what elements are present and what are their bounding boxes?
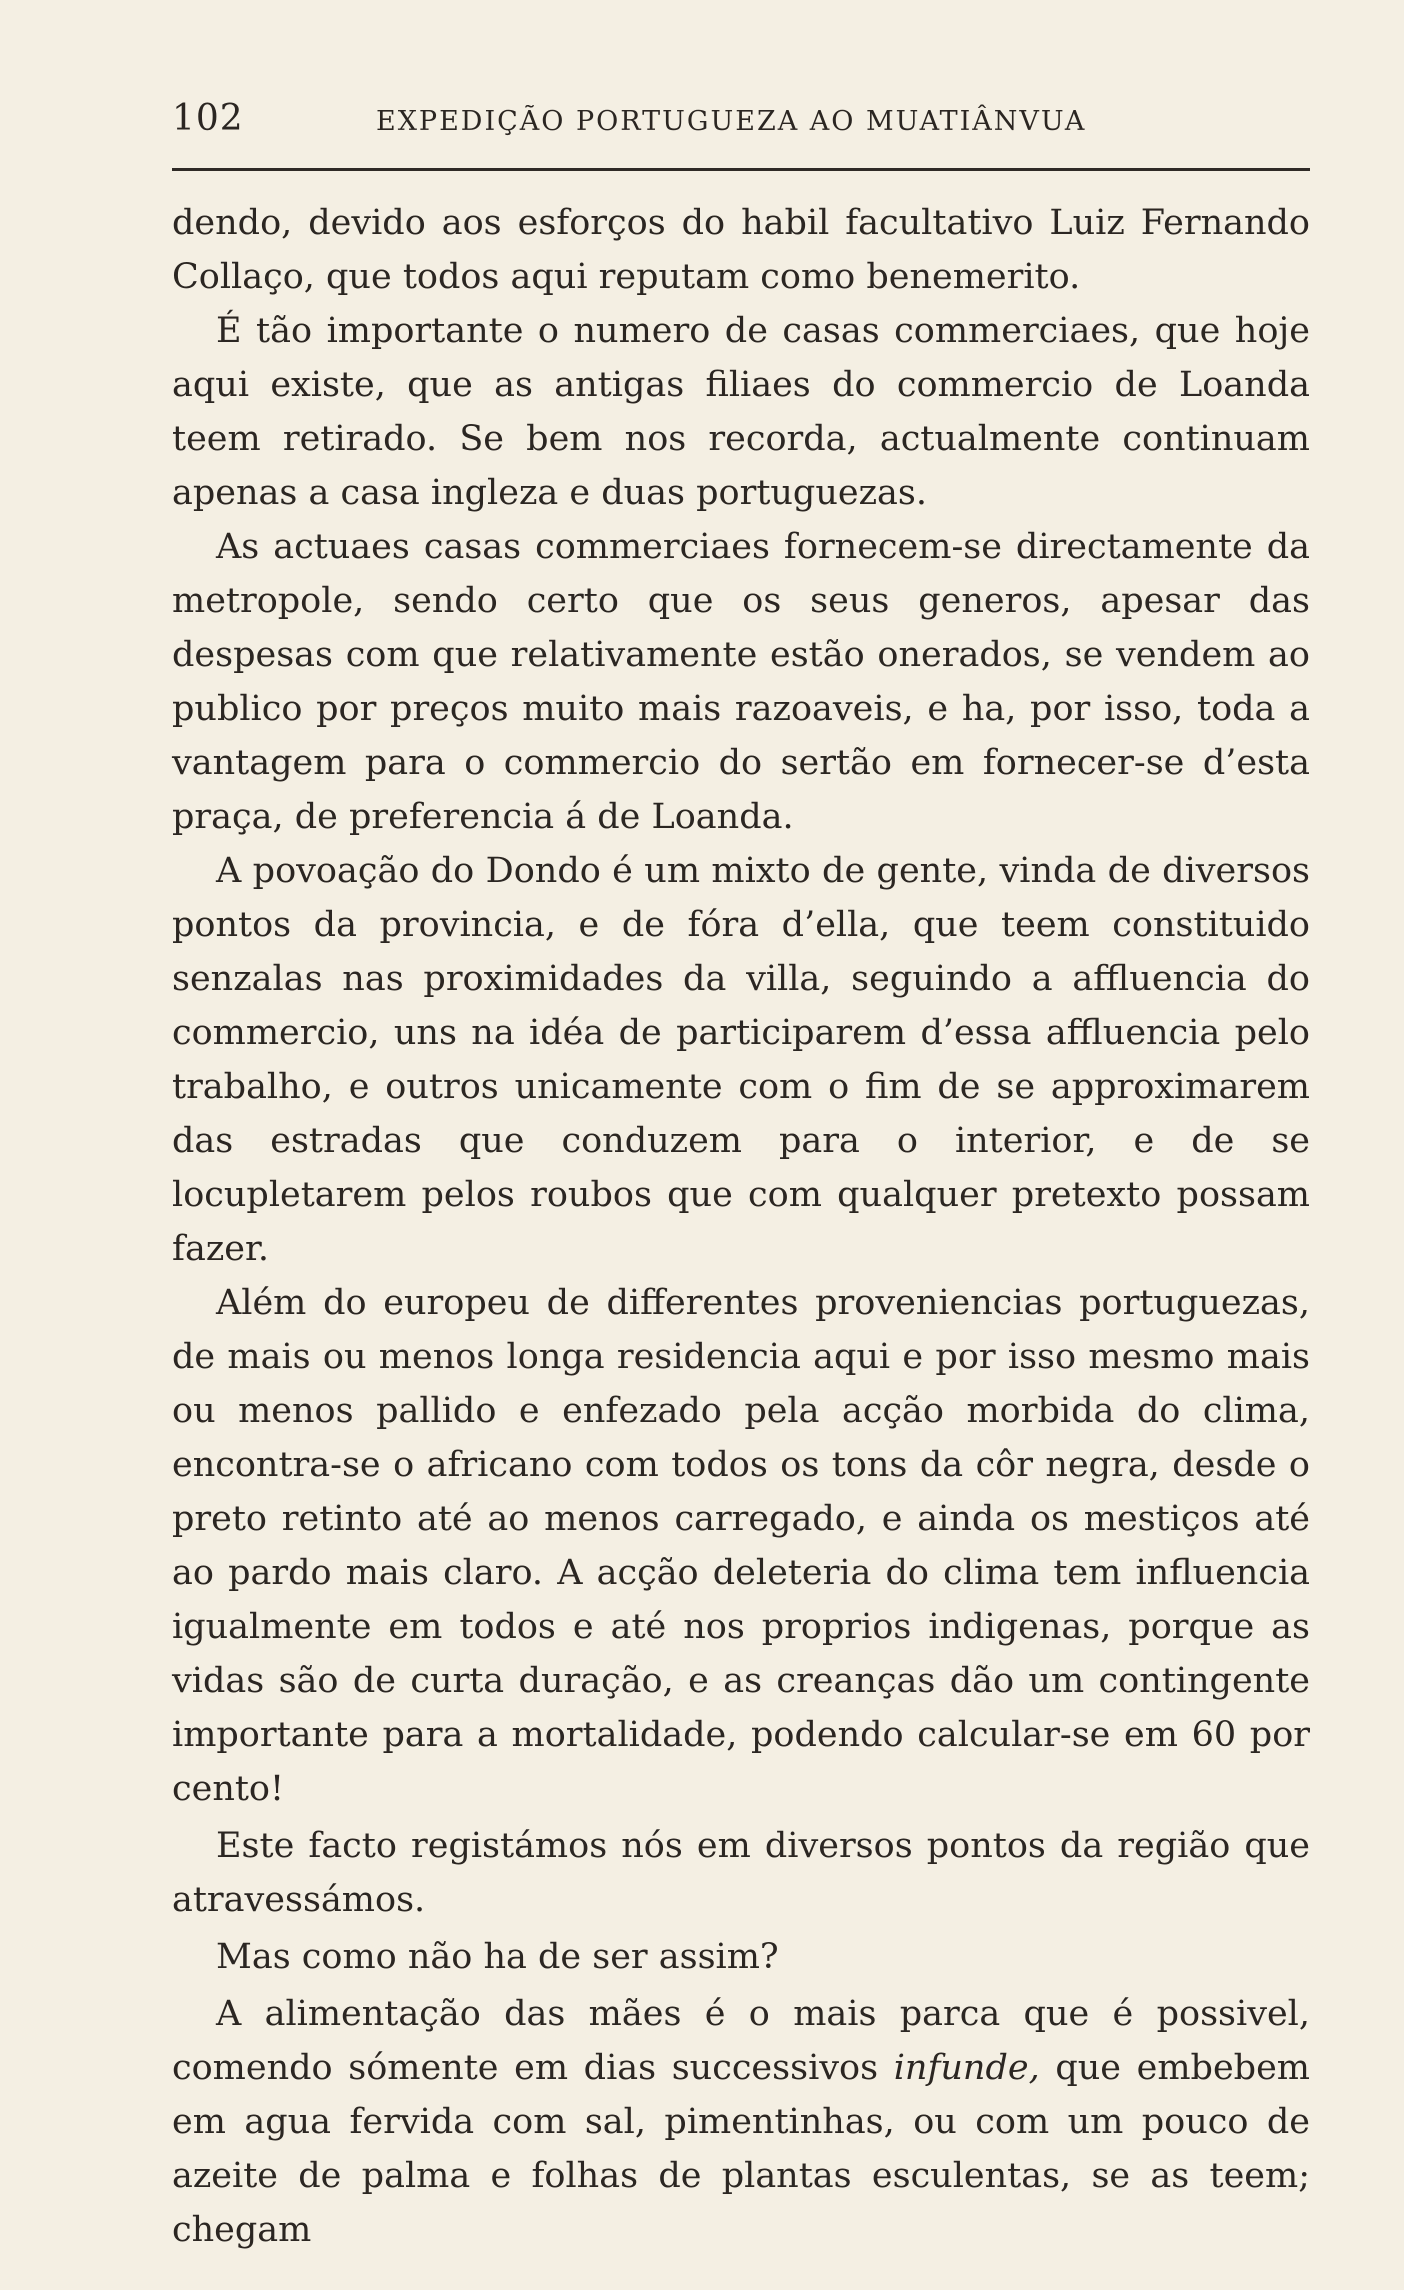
paragraph-food (172, 1987, 1310, 2257)
paragraph-climate: Além do europeu de differentes proveniencias portuguezas, de mais ou menos longa residencia aqui e por isso mesmo mais ou menos pallido e enfezado pela acção morbida do clima, encontra-se o africano com todos os tons da côr negra, desde o preto retinto até ao menos carregado, e ainda os mestiços até ao pardo mais claro. A acção deleteria do clima tem influencia igualmente em todos e até nos proprios indigenas, porque as vidas são de curta duração, e as creanças dão um contingente importante para a mortalidade, podendo calcular-se em 60 por cento! (172, 1283, 1310, 1809)
italic-term: infunde, (893, 2048, 1040, 2088)
body-text (172, 196, 1310, 2257)
page-number: 102 (172, 98, 244, 139)
paragraph-question: Mas como não ha de ser assim? (216, 1937, 779, 1977)
header-rule (172, 168, 1310, 171)
paragraph-supply: As actuaes casas commerciaes fornecem-se directamente da metropole, sendo certo que os seus generos, apesar das despesas com que relativamente estão onerados, se vendem ao publico por preços muito mais razoaveis, e ha, por isso, toda a vantagem para o commercio do sertão em fornecer-se d’esta praça, de preferencia á de Loanda. (172, 527, 1310, 837)
food-text-end: que embebem em agua fervida com sal, pimentinhas, ou com um pouco de azeite de palma e folhas de plantas esculentas, se as teem; chegam (172, 2048, 1310, 2250)
paragraph-fact: Este facto registámos nós em diversos pontos da região que atravessámos. (172, 1826, 1310, 1920)
page-header (172, 98, 1310, 148)
paragraph-continuation: dendo, devido aos esforços do habil facultativo Luiz Fernando Collaço, que todos aqui reputam como benemerito. (172, 203, 1310, 297)
paragraph-population: A povoação do Dondo é um mixto de gente, vinda de diversos pontos da provincia, e de fóra d’ella, que teem constituido senzalas nas proximidades da villa, seguindo a affluencia do commercio, uns na idéa de participarem d’essa affluencia pelo trabalho, e outros unicamente com o fim de se approximarem das estradas que conduzem para o interior, e de se locupletarem pelos roubos que com qualquer pretexto possam fazer. (172, 851, 1310, 1269)
paragraph-commercial-houses: É tão importante o numero de casas commerciaes, que hoje aqui existe, que as antigas filiaes do commercio de Loanda teem retirado. Se bem nos recorda, actualmente continuam apenas a casa ingleza e duas portuguezas. (172, 311, 1310, 513)
running-title: EXPEDIÇÃO PORTUGUEZA AO MUATIÂNVUA (376, 106, 1087, 137)
food-text-start: A alimentação das mães é o mais parca que é possivel, comendo sómente em dias successivos (172, 1994, 1310, 2088)
